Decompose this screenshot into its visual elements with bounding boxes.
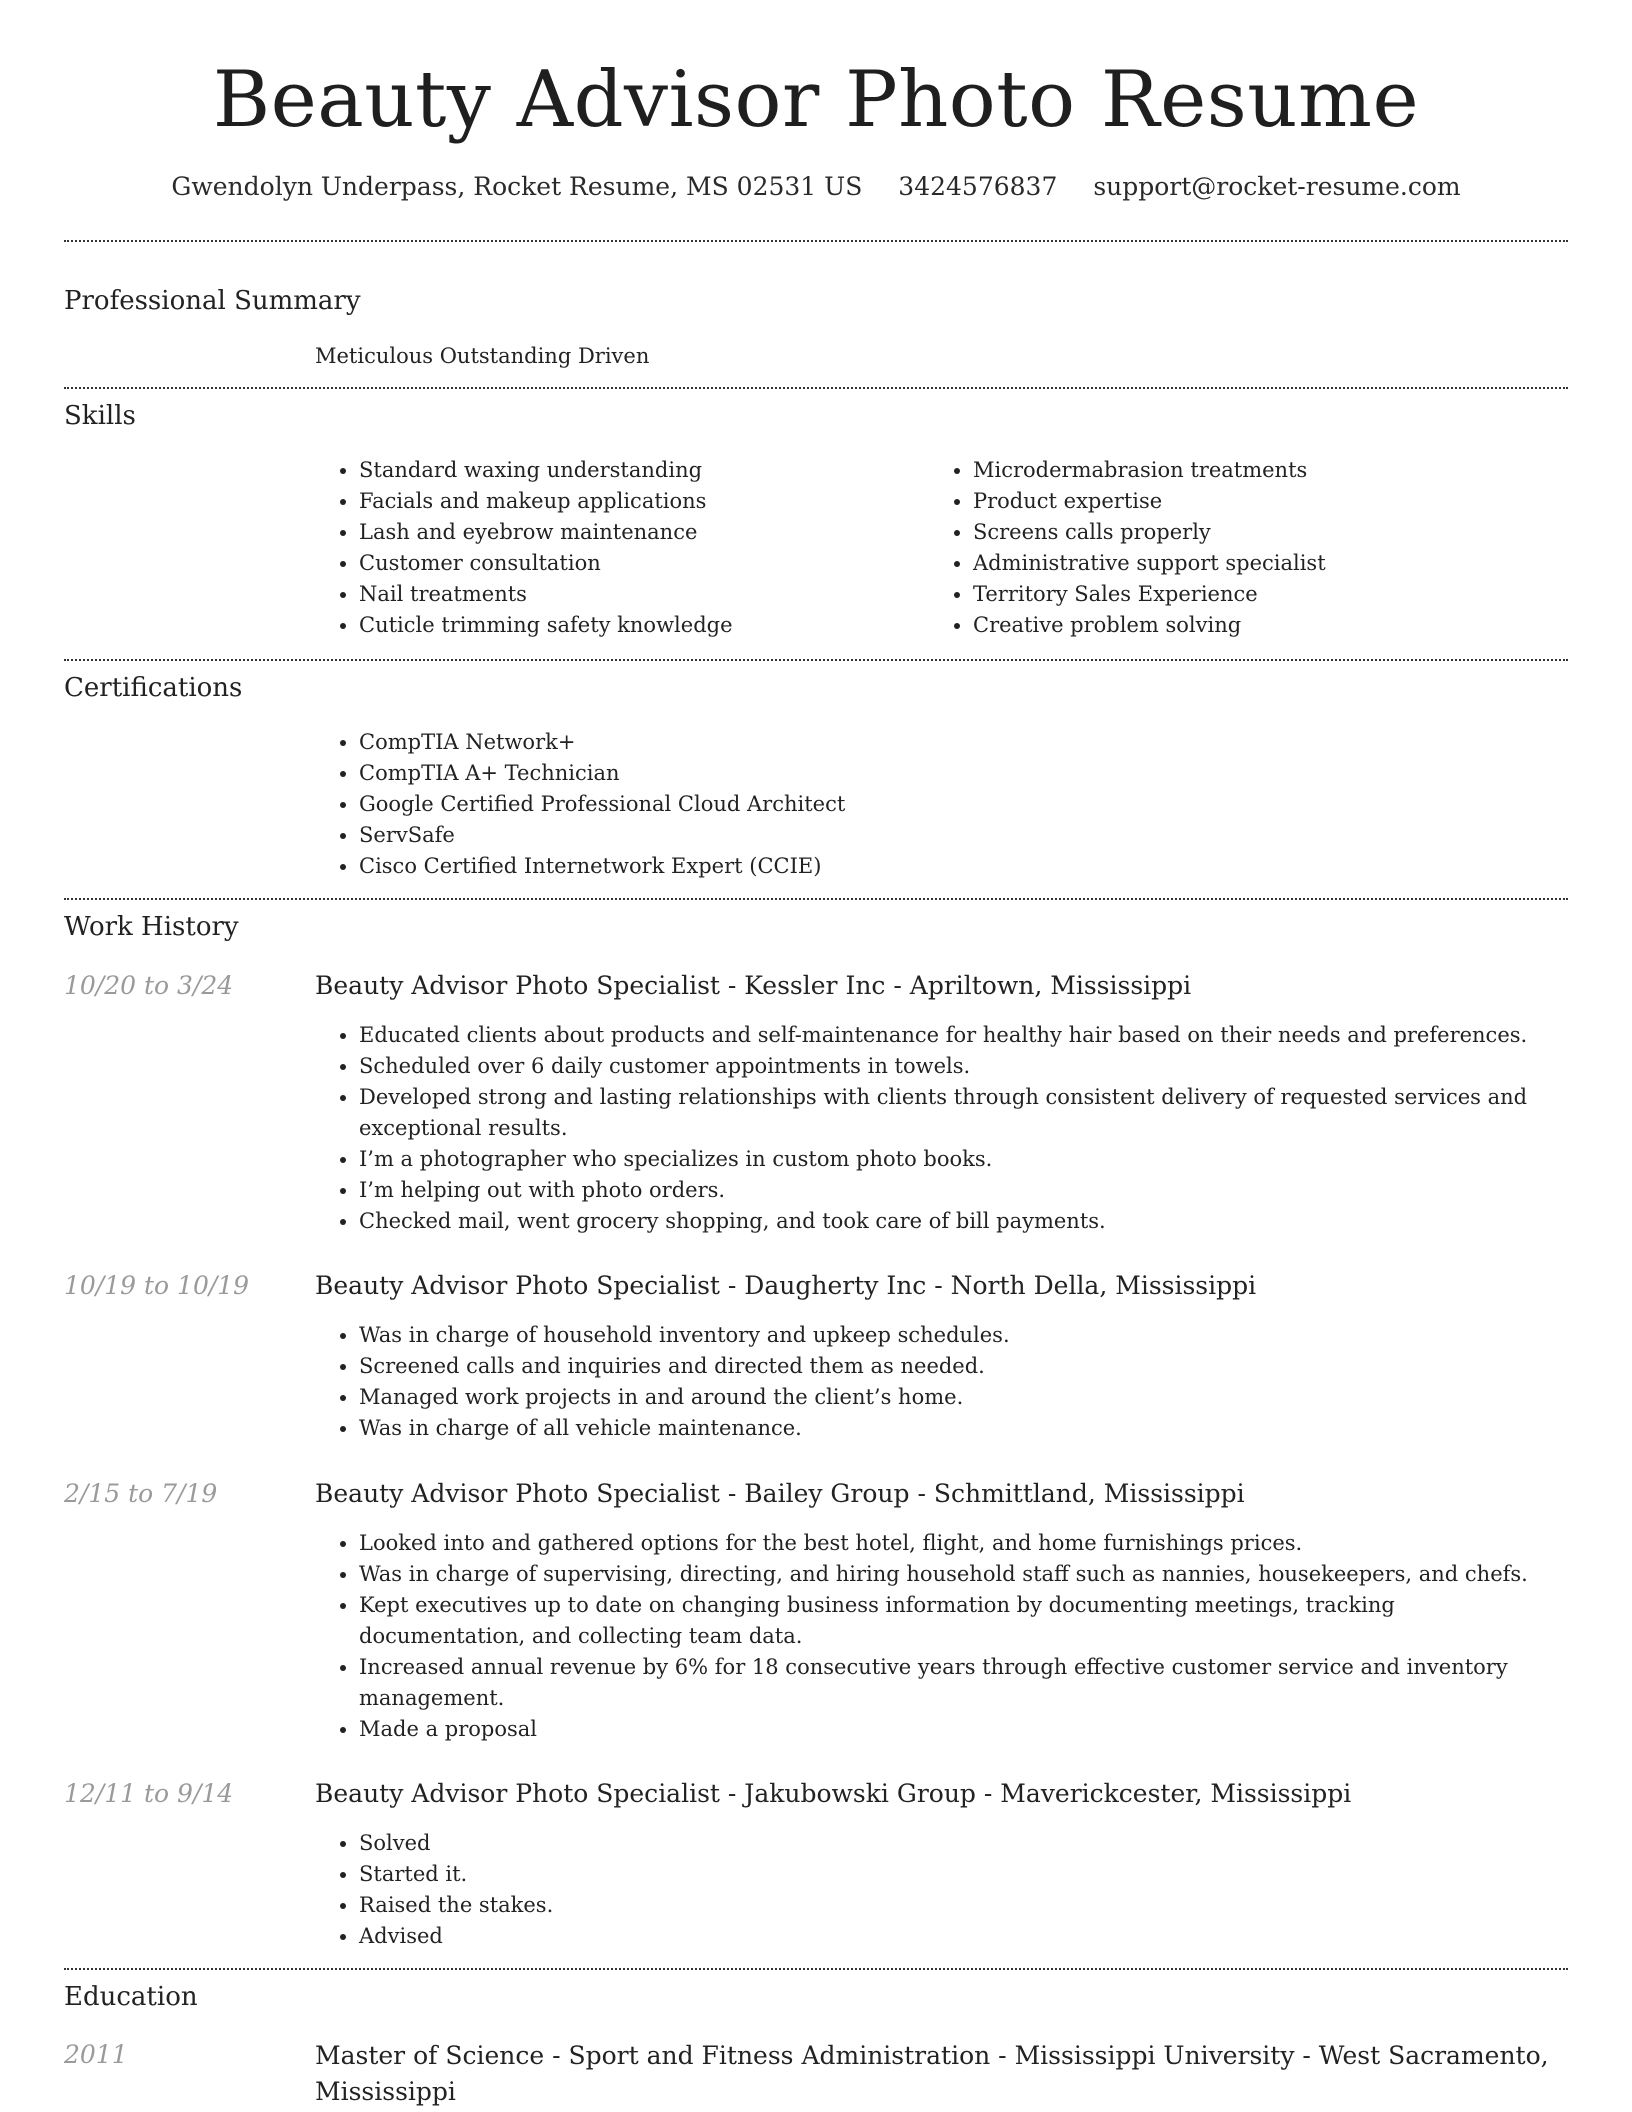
job-bullet: • Raised the stakes.	[359, 1890, 1565, 1921]
section-title-summary: Professional Summary	[64, 286, 361, 316]
skill-item: • Territory Sales Experience	[973, 579, 1549, 610]
skill-item: • Nail treatments	[359, 579, 915, 610]
job-bullet: • I’m a photographer who specializes in custom photo books.	[359, 1144, 1565, 1175]
education-title: Master of Science - Sport and Fitness Administration - Mississippi University - West Sacramento, Mississippi	[315, 2041, 1549, 2106]
job-bullet: • Started it.	[359, 1859, 1565, 1890]
job-bullet: • Scheduled over 6 daily customer appointments in towels.	[359, 1051, 1565, 1082]
contact-phone: 3424576837	[898, 172, 1058, 201]
skill-item: • Microdermabrasion treatments	[973, 455, 1549, 486]
section-title-certifications: Certifications	[64, 673, 243, 703]
education-date: 2011	[64, 2040, 128, 2069]
job-bullets	[315, 1320, 1565, 1444]
job-bullet: • Developed strong and lasting relationships with clients through consistent delivery of requested services and exceptional results.	[359, 1082, 1565, 1144]
job-date: 10/20 to 3/24	[64, 971, 234, 1000]
skills-list-left	[315, 455, 915, 641]
job-bullet: • Checked mail, went grocery shopping, and took care of bill payments.	[359, 1206, 1565, 1237]
job-bullet: • Was in charge of supervising, directing, and hiring household staff such as nannies, housekeepers, and chefs.	[359, 1559, 1565, 1590]
certification-item: • ServSafe	[359, 820, 1565, 851]
job-bullet: • Was in charge of household inventory and upkeep schedules.	[359, 1320, 1565, 1351]
skill-item: • Screens calls properly	[973, 517, 1549, 548]
job-title: Beauty Advisor Photo Specialist - Jakubowski Group - Maverickcester, Mississippi	[315, 1779, 1352, 1808]
contact-line	[0, 170, 1632, 204]
divider	[64, 659, 1568, 661]
job-bullet: • Made a proposal	[359, 1714, 1565, 1745]
skill-item: • Administrative support specialist	[973, 548, 1549, 579]
job-bullets	[315, 1020, 1565, 1237]
certification-item: • Cisco Certified Internetwork Expert (CCIE)	[359, 851, 1565, 882]
job-date: 10/19 to 10/19	[64, 1271, 250, 1300]
contact-email: support@rocket-resume.com	[1093, 172, 1461, 201]
job-bullet: • Educated clients about products and self-maintenance for healthy hair based on their needs and preferences.	[359, 1020, 1565, 1051]
skill-item: • Standard waxing understanding	[359, 455, 915, 486]
job-title: Beauty Advisor Photo Specialist - Bailey Group - Schmittland, Mississippi	[315, 1479, 1245, 1508]
contact-address: Gwendolyn Underpass, Rocket Resume, MS 02531 US	[171, 172, 863, 201]
divider	[64, 898, 1568, 900]
job-date: 2/15 to 7/19	[64, 1479, 218, 1508]
job-title: Beauty Advisor Photo Specialist - Daugherty Inc - North Della, Mississippi	[315, 1271, 1257, 1300]
skill-item: • Product expertise	[973, 486, 1549, 517]
job-title: Beauty Advisor Photo Specialist - Kessler Inc - Apriltown, Mississippi	[315, 971, 1192, 1000]
section-title-education: Education	[64, 1982, 198, 2012]
job-bullet: • Kept executives up to date on changing business information by documenting meetings, tracking documentation, and collecting team data.	[359, 1590, 1565, 1652]
certification-item: • Google Certified Professional Cloud Architect	[359, 789, 1565, 820]
divider	[64, 387, 1568, 389]
job-bullet: • I’m helping out with photo orders.	[359, 1175, 1565, 1206]
skill-item: • Customer consultation	[359, 548, 915, 579]
skill-item: • Facials and makeup applications	[359, 486, 915, 517]
job-bullet: • Screened calls and inquiries and directed them as needed.	[359, 1351, 1565, 1382]
skill-item: • Cuticle trimming safety knowledge	[359, 610, 915, 641]
summary-text: Meticulous Outstanding Driven	[315, 344, 650, 368]
job-bullet: • Advised	[359, 1921, 1565, 1952]
job-bullet: • Solved	[359, 1828, 1565, 1859]
certification-item: • CompTIA A+ Technician	[359, 758, 1565, 789]
skill-item: • Creative problem solving	[973, 610, 1549, 641]
skills-list-right	[929, 455, 1549, 641]
job-bullet: • Managed work projects in and around the client’s home.	[359, 1382, 1565, 1413]
divider	[64, 1968, 1568, 1970]
certifications-list	[315, 727, 1565, 882]
job-date: 12/11 to 9/14	[64, 1779, 234, 1808]
section-title-skills: Skills	[64, 401, 136, 431]
job-bullet: • Increased annual revenue by 6% for 18 consecutive years through effective customer service and inventory management.	[359, 1652, 1565, 1714]
job-bullets	[315, 1828, 1565, 1952]
job-bullet: • Was in charge of all vehicle maintenance.	[359, 1413, 1565, 1444]
section-title-work-history: Work History	[64, 912, 239, 942]
job-bullets	[315, 1528, 1565, 1745]
divider	[64, 240, 1568, 242]
certification-item: • CompTIA Network+	[359, 727, 1565, 758]
resume-title: Beauty Advisor Photo Resume	[212, 55, 1420, 145]
job-bullet: • Looked into and gathered options for the best hotel, flight, and home furnishings prices.	[359, 1528, 1565, 1559]
skill-item: • Lash and eyebrow maintenance	[359, 517, 915, 548]
